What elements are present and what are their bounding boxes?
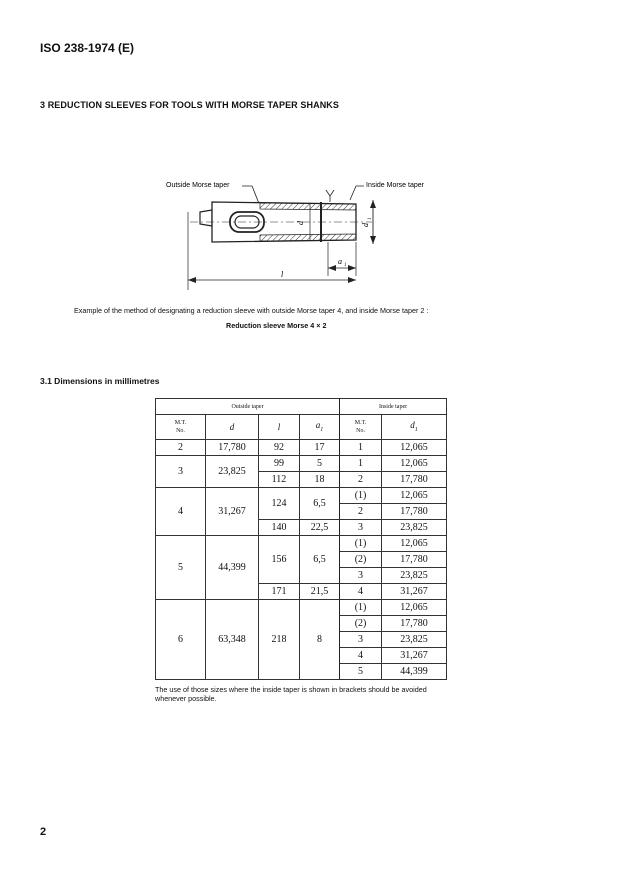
- reduction-sleeve-drawing: [160, 172, 460, 292]
- upper-wall-hatch: [260, 203, 356, 210]
- d1-cell: 12,065: [382, 536, 447, 552]
- d1-cell: 17,780: [382, 504, 447, 520]
- d1-cell: 31,267: [382, 648, 447, 664]
- a1-cell: 6,5: [300, 488, 340, 520]
- inside-taper-label: Inside Morse taper: [366, 182, 424, 189]
- inside-mt-cell: 3: [340, 520, 382, 536]
- inside-mt-cell: (1): [340, 600, 382, 616]
- d1-header: $d_1$: [382, 415, 447, 440]
- inside-taper-header: Inside taper: [340, 399, 447, 415]
- gauge-line: [320, 202, 322, 242]
- inside-mt-cell: (1): [340, 536, 382, 552]
- a1-arrow-right: [348, 265, 356, 271]
- d1-cell: 17,780: [382, 472, 447, 488]
- d1-cell: 44,399: [382, 664, 447, 680]
- mt-cell: 6: [156, 600, 206, 680]
- d-cell: 17,780: [206, 440, 259, 456]
- d1-cell: 23,825: [382, 632, 447, 648]
- l-cell: 218: [259, 600, 300, 680]
- inside-mt-cell: (1): [340, 488, 382, 504]
- a1-cell: 6,5: [300, 536, 340, 584]
- l-cell: 171: [259, 584, 300, 600]
- inside-mt-cell: (2): [340, 616, 382, 632]
- table-subheader-row: [156, 415, 447, 440]
- l-arrow-left: [188, 277, 196, 283]
- dim-a1-label: a: [338, 257, 342, 266]
- d1-arrow-bottom: [370, 236, 376, 244]
- table-row: [156, 600, 447, 616]
- l-header: l: [259, 415, 300, 440]
- a1-arrow-left: [328, 265, 336, 271]
- d1-cell: 17,780: [382, 616, 447, 632]
- inside-mt-cell: 1: [340, 440, 382, 456]
- document-header: ISO 238-1974 (E): [40, 41, 135, 55]
- table-row: [156, 536, 447, 552]
- table-row: [156, 456, 447, 472]
- mt-cell: 5: [156, 536, 206, 600]
- d1-cell: 12,065: [382, 440, 447, 456]
- l-cell: 112: [259, 472, 300, 488]
- mt-cell: 2: [156, 440, 206, 456]
- table-row: [156, 440, 447, 456]
- l-cell: 99: [259, 456, 300, 472]
- tang-outline: [200, 210, 212, 226]
- table-header-row: [156, 399, 447, 415]
- mt-header: M.T. No.: [156, 415, 206, 440]
- a1-cell: 17: [300, 440, 340, 456]
- a1-cell: 8: [300, 600, 340, 680]
- l-cell: 124: [259, 488, 300, 520]
- mt-cell: 3: [156, 456, 206, 488]
- d1-cell: 12,065: [382, 456, 447, 472]
- inside-mt-cell: 4: [340, 648, 382, 664]
- d1-arrow-top: [370, 200, 376, 208]
- d1-cell: 17,780: [382, 552, 447, 568]
- inside-mt-cell: 1: [340, 456, 382, 472]
- d1-cell: 12,065: [382, 488, 447, 504]
- a1-cell: 18: [300, 472, 340, 488]
- inside-mt-cell: 5: [340, 664, 382, 680]
- inside-mt-cell: 3: [340, 568, 382, 584]
- lower-wall-hatch: [260, 234, 356, 241]
- d1-cell: 23,825: [382, 568, 447, 584]
- dim-d1-label: d: [361, 223, 370, 227]
- outside-taper-label: Outside Morse taper: [166, 182, 230, 189]
- page-number: 2: [40, 826, 47, 838]
- inside-leader-line: [350, 186, 364, 200]
- l-arrow-right: [348, 277, 356, 283]
- outside-taper-header: Outside taper: [156, 399, 340, 415]
- table-footnote: The use of those sizes where the inside taper is shown in brackets should be avoided whenever possible.: [155, 685, 427, 703]
- dimensions-table: [155, 398, 447, 680]
- table-row: [156, 488, 447, 504]
- dim-d-label: d: [296, 221, 305, 225]
- d-cell: 31,267: [206, 488, 259, 536]
- a1-cell: 5: [300, 456, 340, 472]
- a1-cell: 22,5: [300, 520, 340, 536]
- inside-mt-cell: 4: [340, 584, 382, 600]
- section-3-1-title: 3.1 Dimensions in millimetres: [40, 376, 160, 386]
- designation-example-caption: Example of the method of designating a reduction sleeve with outside Morse taper 4, and inside Morse taper 2 :: [74, 306, 429, 315]
- d1-cell: 12,065: [382, 600, 447, 616]
- d-header: d: [206, 415, 259, 440]
- mt-cell: 4: [156, 488, 206, 536]
- l-cell: 156: [259, 536, 300, 584]
- dim-d1-subscript: 1: [368, 217, 373, 220]
- designation-text: Reduction sleeve Morse 4 × 2: [226, 321, 327, 330]
- d1-cell: 31,267: [382, 584, 447, 600]
- dim-a1-subscript: 1: [344, 263, 347, 268]
- inside-mt-cell: 3: [340, 632, 382, 648]
- section-3-title: 3 REDUCTION SLEEVES FOR TOOLS WITH MORSE TAPER SHANKS: [40, 100, 339, 110]
- gauge-mark-top: [326, 190, 334, 202]
- dim-l-label: l: [281, 270, 284, 279]
- a1-cell: 21,5: [300, 584, 340, 600]
- l-cell: 92: [259, 440, 300, 456]
- inside-mt-header: M.T. No.: [340, 415, 382, 440]
- inside-mt-cell: (2): [340, 552, 382, 568]
- inside-mt-cell: 2: [340, 504, 382, 520]
- d-cell: 23,825: [206, 456, 259, 488]
- l-cell: 140: [259, 520, 300, 536]
- inside-mt-cell: 2: [340, 472, 382, 488]
- a1-header: $a_1$: [300, 415, 340, 440]
- d-cell: 44,399: [206, 536, 259, 600]
- d1-cell: 23,825: [382, 520, 447, 536]
- d-cell: 63,348: [206, 600, 259, 680]
